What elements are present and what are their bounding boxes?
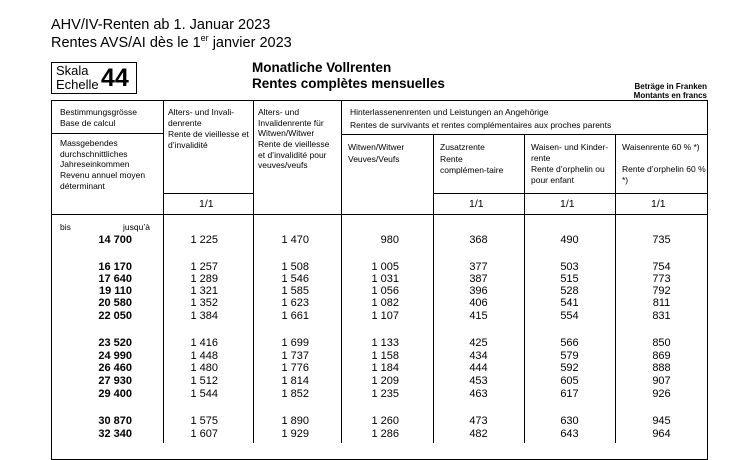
supplementary-cell: 368 (469, 234, 488, 246)
supplementary-cell: 453 (469, 375, 488, 387)
survivor-cell: 1 031 (371, 273, 399, 285)
survivor-cell: 1 133 (371, 337, 399, 349)
income-cell: 29 400 (98, 388, 132, 400)
header-widow-pension-de: Alters- und Invalidenrente für Witwen/Witwer (258, 107, 324, 138)
income-cell: 17 640 (98, 273, 132, 285)
supplementary-cell: 425 (469, 337, 488, 349)
survivor-cell: 1 209 (371, 375, 399, 387)
fraction-label: 1/1 (199, 198, 214, 210)
income-cell: 27 930 (98, 375, 132, 387)
orphan-cell: 617 (560, 388, 579, 400)
income-cell: 16 170 (98, 261, 132, 273)
survivor-cell: 1 082 (371, 297, 399, 309)
orphan-cell: 592 (560, 362, 579, 374)
orphan60-cell: 773 (652, 273, 671, 285)
orphan60-cell: 926 (652, 388, 671, 400)
old-age-cell: 1 416 (190, 337, 218, 349)
supplementary-cell: 406 (469, 297, 488, 309)
header-old-age-fr: Rente de vieillesse et d’invalidité (168, 129, 249, 150)
widow-pension-cell: 1 814 (281, 375, 309, 387)
scale-label-fr: Echelle (56, 77, 99, 92)
widow-pension-cell: 1 623 (281, 297, 309, 309)
fraction-label: 1/1 (469, 198, 484, 210)
header-basis-de: Bestimmungsgrösse (60, 107, 138, 117)
survivor-cell: 980 (380, 234, 399, 246)
supplementary-cell: 444 (469, 362, 488, 374)
orphan60-cell: 907 (652, 375, 671, 387)
header-widow-pension-fr: Rente de vieillesse et d’invalidité pour veuves/veufs (258, 139, 330, 170)
old-age-cell: 1 289 (190, 273, 218, 285)
old-age-cell: 1 480 (190, 362, 218, 374)
orphan-cell: 541 (560, 297, 579, 309)
header-basis-sub-fr: Revenu annuel moyen déterminant (60, 170, 146, 191)
subheader-orphan60-de: Waisenrente 60 % *) (622, 142, 700, 152)
supplementary-cell: 387 (469, 273, 488, 285)
old-age-cell: 1 607 (190, 428, 218, 440)
survivor-cell: 1 056 (371, 285, 399, 297)
supplementary-cell: 396 (469, 285, 488, 297)
orphan60-cell: 811 (652, 297, 671, 309)
income-cell: 22 050 (98, 310, 132, 322)
header-survivors-de: Hinterlassenenrenten und Leistungen an Angehörige (350, 107, 549, 117)
old-age-cell: 1 544 (190, 388, 218, 400)
subheader-orphan60-fr: Rente d’orphelin 60 % *) (622, 164, 706, 185)
supplementary-cell: 482 (469, 428, 488, 440)
income-cell: 20 580 (98, 297, 132, 309)
widow-pension-cell: 1 661 (281, 310, 309, 322)
survivor-cell: 1 260 (371, 415, 399, 427)
orphan-cell: 643 (560, 428, 579, 440)
widow-pension-cell: 1 737 (281, 350, 309, 362)
header-old-age-de: Alters- und Invali-denrente (168, 107, 235, 128)
old-age-cell: 1 448 (190, 350, 218, 362)
orphan60-cell: 945 (652, 415, 671, 427)
header-divider (433, 193, 708, 194)
income-cell: 24 990 (98, 350, 132, 362)
orphan-cell: 554 (560, 310, 579, 322)
income-cell: 32 340 (98, 428, 132, 440)
subheader-supplementary-de: Zusatzrente (440, 142, 485, 152)
old-age-cell: 1 575 (190, 415, 218, 427)
header-survivors-fr: Rentes de survivants et rentes complémentaires aux proches parents (350, 120, 612, 130)
widow-pension-cell: 1 890 (281, 415, 309, 427)
range-to-label: jusqu’à (123, 222, 150, 232)
subheader-orphan-fr: Rente d’orphelin ou pour enfant (531, 164, 605, 185)
widow-pension-cell: 1 776 (281, 362, 309, 374)
orphan60-cell: 964 (652, 428, 671, 440)
orphan-cell: 630 (560, 415, 579, 427)
orphan-cell: 490 (560, 234, 579, 246)
fraction-label: 1/1 (560, 198, 575, 210)
fraction-label: 1/1 (651, 198, 666, 210)
old-age-cell: 1 512 (190, 375, 218, 387)
survivor-cell: 1 158 (371, 350, 399, 362)
income-cell: 30 870 (98, 415, 132, 427)
widow-pension-cell: 1 929 (281, 428, 309, 440)
currency-note-fr: Montants en francs (633, 91, 707, 100)
orphan60-cell: 888 (652, 362, 671, 374)
survivor-cell: 1 235 (371, 388, 399, 400)
income-cell: 23 520 (98, 337, 132, 349)
survivor-cell: 1 286 (371, 428, 399, 440)
old-age-cell: 1 384 (190, 310, 218, 322)
supplementary-cell: 473 (469, 415, 488, 427)
old-age-cell: 1 321 (190, 285, 218, 297)
widow-pension-cell: 1 585 (281, 285, 309, 297)
header-basis-fr: Base de calcul (60, 118, 116, 128)
survivor-cell: 1 107 (371, 310, 399, 322)
survivor-cell: 1 184 (371, 362, 399, 374)
subheader-supplementary-fr: Rente complémen-taire (440, 154, 504, 175)
orphan-cell: 515 (560, 273, 579, 285)
scale-label-de: Skala (56, 63, 89, 78)
orphan60-cell: 735 (652, 234, 671, 246)
supplementary-cell: 377 (469, 261, 488, 273)
widow-pension-cell: 1 470 (281, 234, 309, 246)
orphan60-cell: 831 (652, 310, 671, 322)
orphan60-cell: 792 (652, 285, 671, 297)
income-cell: 19 110 (98, 285, 132, 297)
orphan60-cell: 754 (652, 261, 671, 273)
orphan-cell: 528 (560, 285, 579, 297)
currency-note-de: Beträge in Franken (634, 82, 707, 91)
subheader-widow-de: Witwen/Witwer (348, 142, 405, 152)
orphan-cell: 605 (560, 375, 579, 387)
supplementary-cell: 434 (469, 350, 488, 362)
header-divider (51, 133, 163, 134)
supplementary-cell: 415 (469, 310, 488, 322)
range-from-label: bis (60, 222, 71, 232)
orphan60-cell: 850 (652, 337, 671, 349)
widow-pension-cell: 1 508 (281, 261, 309, 273)
document-heading-fr: Rentes AVS/AI dès le 1er janvier 2023 (51, 33, 292, 51)
header-divider (163, 193, 253, 194)
old-age-cell: 1 352 (190, 297, 218, 309)
income-cell: 14 700 (98, 234, 132, 246)
old-age-cell: 1 225 (190, 234, 218, 246)
orphan-cell: 579 (560, 350, 579, 362)
supplementary-cell: 463 (469, 388, 488, 400)
header-basis-sub-de: Massgebendes durchschnittliches Jahreseinkommen (60, 138, 130, 169)
income-cell: 26 460 (98, 362, 132, 374)
widow-pension-cell: 1 699 (281, 337, 309, 349)
orphan-cell: 503 (560, 261, 579, 273)
subheader-widow-fr: Veuves/Veufs (348, 154, 400, 164)
title-de: Monatliche Vollrenten (252, 60, 392, 75)
document-heading-de: AHV/IV-Renten ab 1. Januar 2023 (51, 17, 271, 33)
header-divider (341, 134, 708, 135)
widow-pension-cell: 1 852 (281, 388, 309, 400)
title-fr: Rentes complètes mensuelles (252, 76, 445, 91)
orphan-cell: 566 (560, 337, 579, 349)
header-bottom-line (51, 214, 708, 215)
old-age-cell: 1 257 (190, 261, 218, 273)
survivor-cell: 1 005 (371, 261, 399, 273)
widow-pension-cell: 1 546 (281, 273, 309, 285)
subheader-orphan-de: Waisen- und Kinder-rente (531, 142, 609, 163)
orphan60-cell: 869 (652, 350, 671, 362)
scale-number: 44 (101, 64, 129, 92)
